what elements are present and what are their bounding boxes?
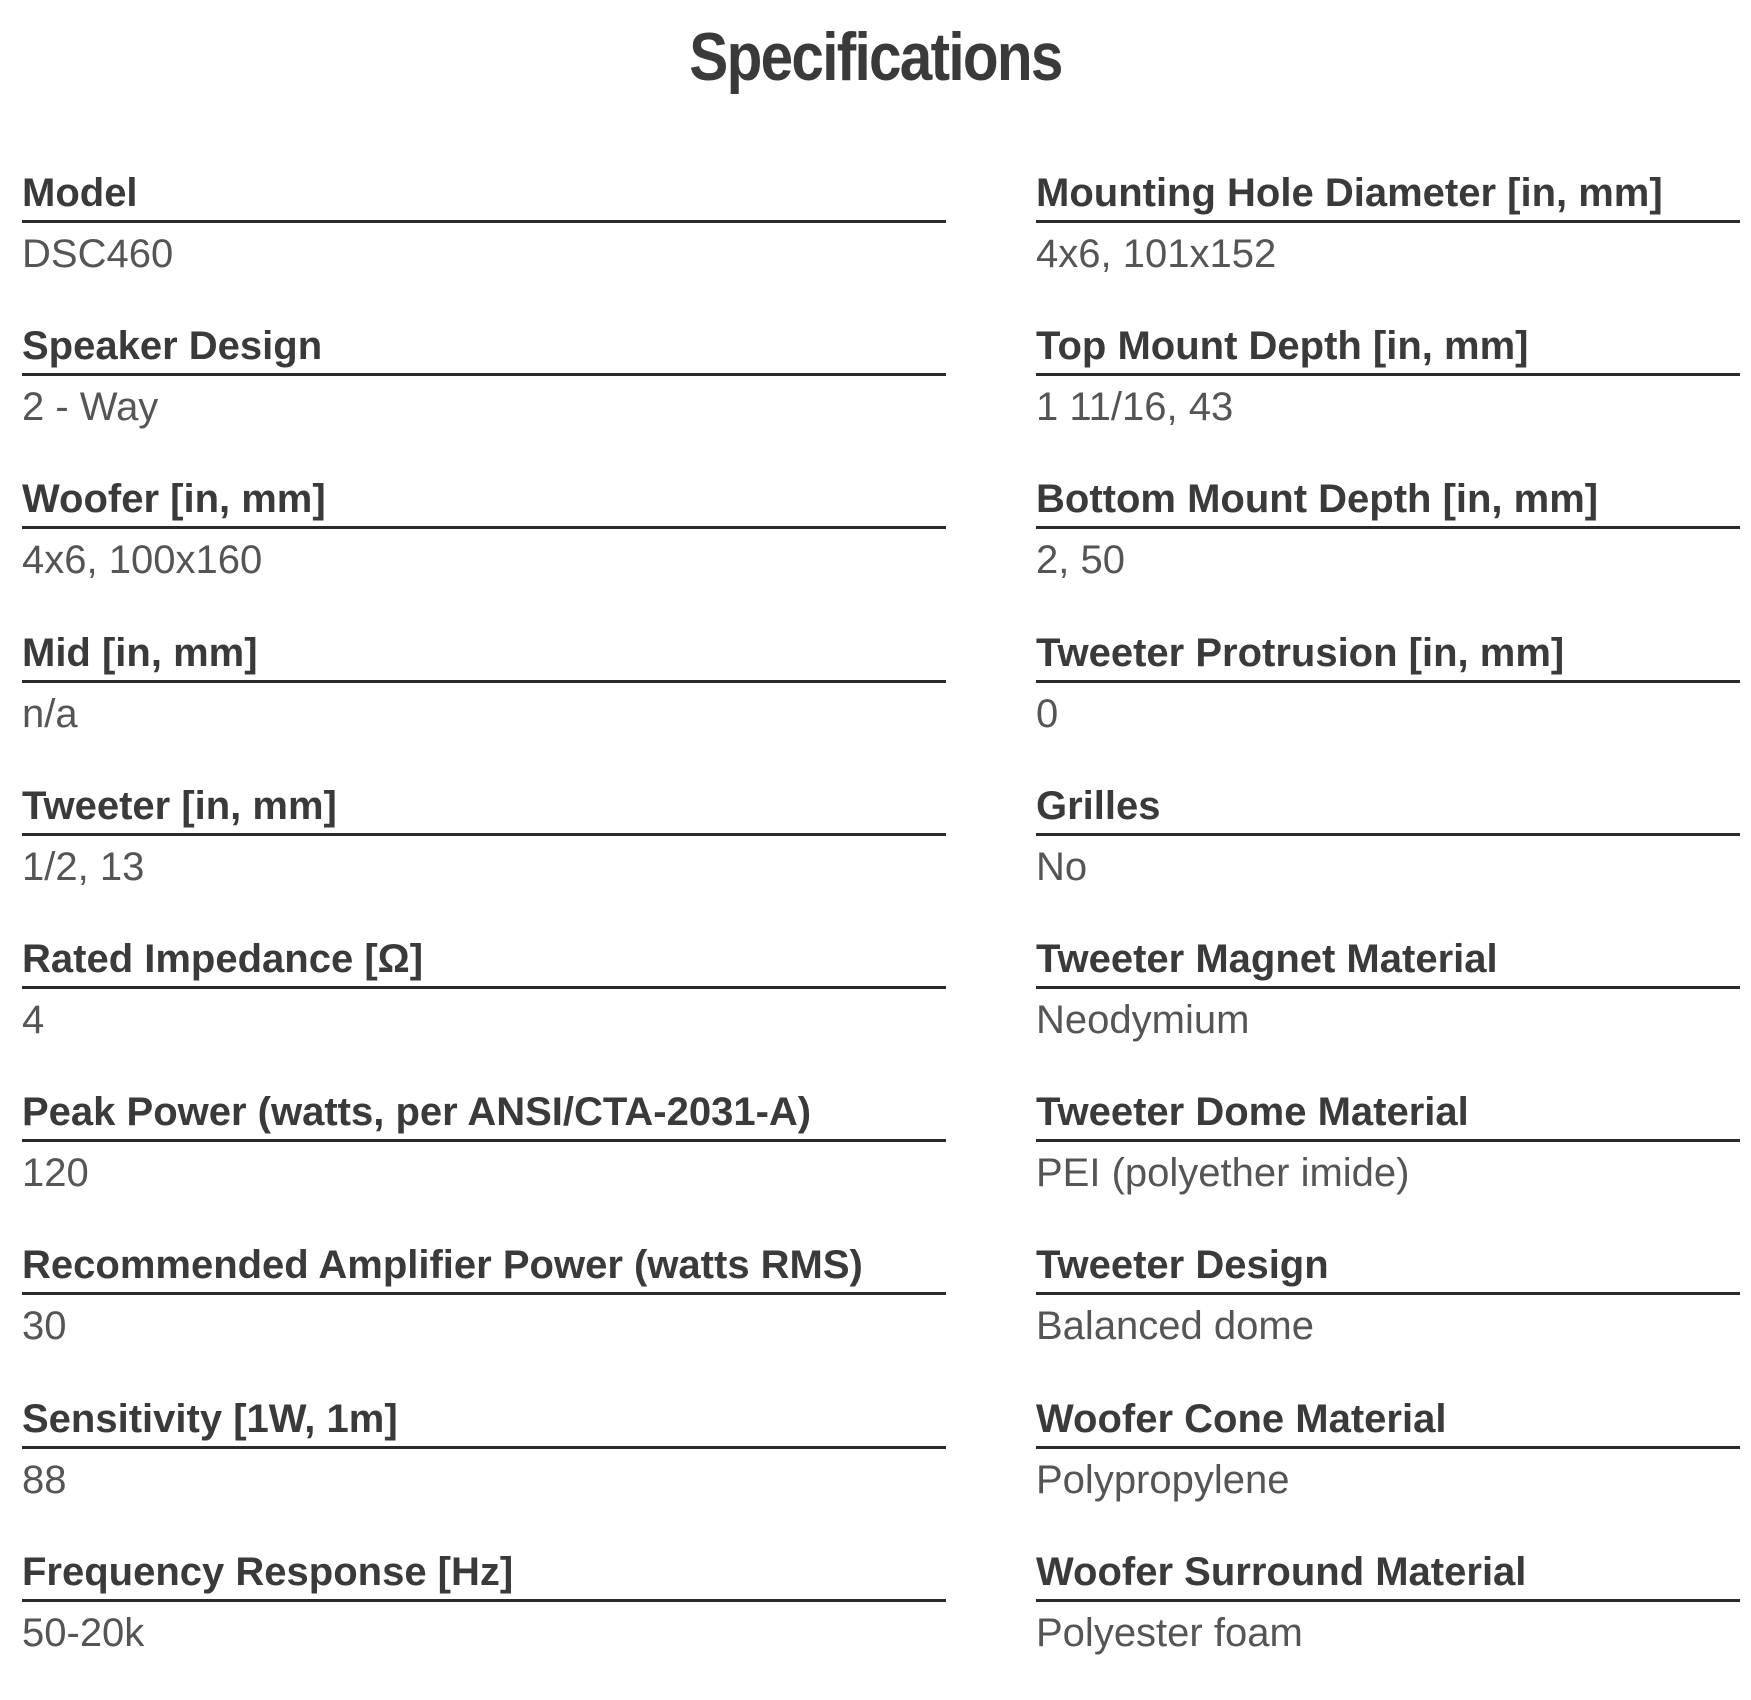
spec-label: Top Mount Depth [in, mm] (1036, 321, 1740, 376)
spec-label: Frequency Response [Hz] (22, 1547, 946, 1602)
spec-label: Woofer Cone Material (1036, 1394, 1740, 1449)
spec-column-left (22, 168, 946, 1700)
spec-value: 120 (22, 1151, 89, 1196)
spec-item-woofer-surround-material (1036, 1547, 1740, 1700)
spec-item-woofer-cone-material (1036, 1394, 1740, 1547)
spec-item-bottom-mount-depth (1036, 474, 1740, 627)
spec-label: Tweeter Dome Material (1036, 1087, 1740, 1142)
spec-item-woofer (22, 474, 946, 627)
spec-item-model (22, 168, 946, 321)
spec-label: Recommended Amplifier Power (watts RMS) (22, 1240, 946, 1295)
spec-value: 4 (22, 997, 45, 1042)
spec-item-frequency-response (22, 1547, 946, 1700)
spec-item-rated-impedance (22, 934, 946, 1087)
spec-item-peak-power (22, 1087, 946, 1240)
spec-item-top-mount-depth (1036, 321, 1740, 474)
spec-value: DSC460 (22, 232, 174, 276)
spec-value: 50-20k (22, 1610, 145, 1655)
spec-item-grilles (1036, 781, 1740, 934)
spec-value: 30 (22, 1304, 67, 1349)
page-title: Specifications (689, 19, 1062, 95)
spec-item-mounting-hole-diameter (1036, 168, 1740, 321)
spec-value: 4x6, 101x152 (1036, 232, 1277, 276)
spec-value: Neodymium (1036, 997, 1250, 1042)
spec-label: Bottom Mount Depth [in, mm] (1036, 474, 1740, 529)
spec-label: Peak Power (watts, per ANSI/CTA-2031-A) (22, 1087, 946, 1142)
spec-item-tweeter-protrusion (1036, 628, 1740, 781)
spec-item-recommended-amplifier-power (22, 1240, 946, 1393)
spec-value: 1 11/16, 43 (1036, 385, 1234, 430)
spec-value: 0 (1036, 691, 1059, 736)
spec-label: Rated Impedance [Ω] (22, 934, 946, 989)
spec-label: Tweeter Magnet Material (1036, 934, 1740, 989)
spec-value: Polypropylene (1036, 1457, 1290, 1502)
spec-label: Grilles (1036, 781, 1740, 836)
spec-label: Mounting Hole Diameter [in, mm] (1036, 168, 1740, 223)
spec-value: 2 - Way (22, 385, 159, 430)
spec-item-tweeter-magnet-material (1036, 934, 1740, 1087)
spec-value: 1/2, 13 (22, 844, 145, 889)
spec-label: Tweeter Protrusion [in, mm] (1036, 628, 1740, 683)
spec-label: Tweeter [in, mm] (22, 781, 946, 836)
spec-value: Polyester foam (1036, 1610, 1303, 1655)
spec-value: 2, 50 (1036, 538, 1125, 583)
spec-value: PEI (polyether imide) (1036, 1151, 1410, 1196)
spec-value: 4x6, 100x160 (22, 538, 263, 583)
spec-value: No (1036, 844, 1088, 889)
spec-item-mid (22, 628, 946, 781)
spec-item-speaker-design (22, 321, 946, 474)
spec-label: Model (22, 168, 946, 223)
spec-value: n/a (22, 691, 78, 736)
spec-label: Mid [in, mm] (22, 628, 946, 683)
spec-item-tweeter-design (1036, 1240, 1740, 1393)
spec-label: Woofer [in, mm] (22, 474, 946, 529)
spec-value: 88 (22, 1457, 67, 1502)
spec-item-tweeter-dome-material (1036, 1087, 1740, 1240)
spec-label: Tweeter Design (1036, 1240, 1740, 1295)
spec-item-tweeter (22, 781, 946, 934)
spec-column-right (1036, 168, 1740, 1700)
spec-label: Woofer Surround Material (1036, 1547, 1740, 1602)
spec-label: Speaker Design (22, 321, 946, 376)
spec-value: Balanced dome (1036, 1304, 1314, 1349)
spec-label: Sensitivity [1W, 1m] (22, 1394, 946, 1449)
spec-item-sensitivity (22, 1394, 946, 1547)
